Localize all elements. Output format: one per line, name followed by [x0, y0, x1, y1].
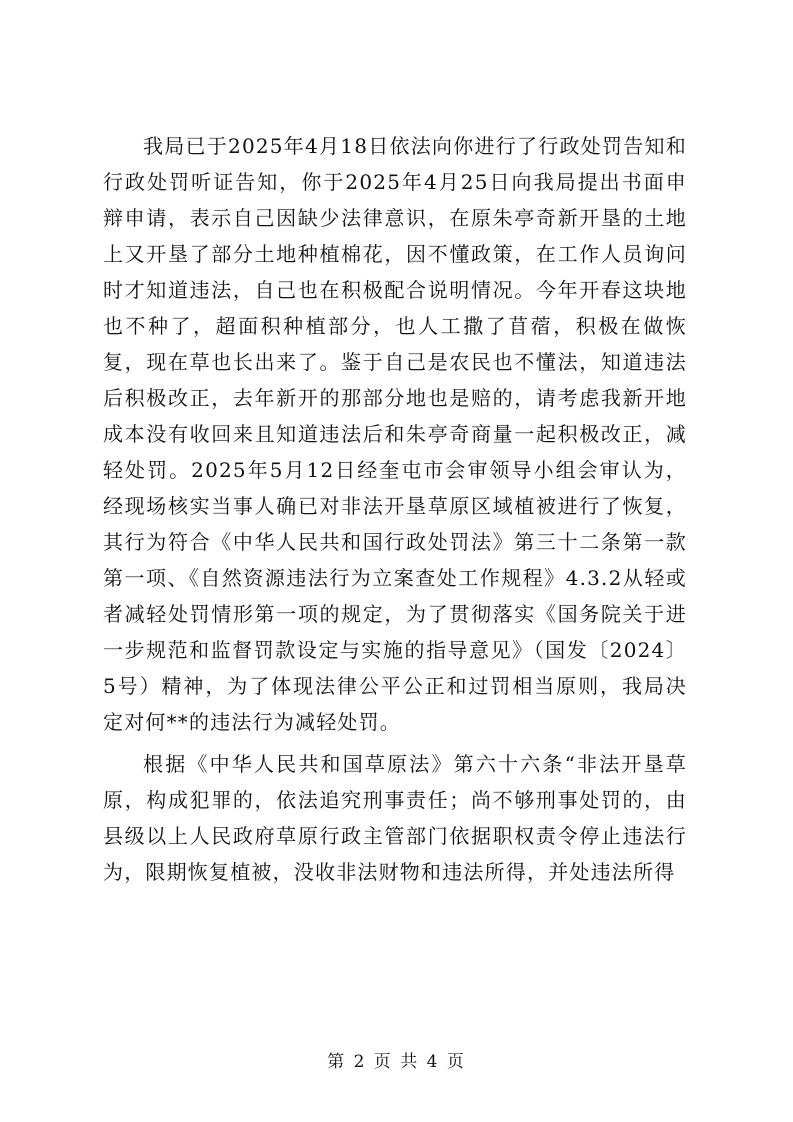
paragraph-legal-basis: 根据《中华人民共和国草原法》第六十六条“非法开垦草原，构成犯罪的，依法追究刑事责任；尚不够刑事处罚的，由县级以上人民政府草原行政主管部门依据职权责令停止违法行为，限期恢复植被，没收非法财物和违法所得，并处违法所得 — [103, 752, 687, 884]
document-body — [103, 128, 687, 890]
paragraph-defense-and-review: 我局已于2025年4月18日依法向你进行了行政处罚告知和行政处罚听证告知，你于2025年4月25日向我局提出书面申辩申请，表示自己因缺少法律意识，在原朱亭奇新开垦的土地上又开垦了部分土地种植棉花，因不懂政策，在工作人员询问时才知道违法，自己也在积极配合说明情况。今年开春这块地也不种了，超面积种植部分，也人工撒了苜蓿，积极在做恢复，现在草也长出来了。鉴于自己是农民也不懂法，知道违法后积极改正，去年新开的那部分地也是赔的，请考虑我新开地成本没有收回来且知道违法后和朱亭奇商量一起积极改正，减轻处罚。2025年5月12日经奎屯市会审领导小组会审认为，经现场核实当事人确已对非法开垦草原区域植被进行了恢复，其行为符合《中华人民共和国行政处罚法》第三十二条第一款第一项、《自然资源违法行为立案查处工作规程》4.3.2从轻或者减轻处罚情形第一项的规定，为了贯彻落实《国务院关于进一步规范和监督罚款设定与实施的指导意见》（国发〔2024〕5号）精神，为了体现法律公平公正和过罚相当原则，我局决定对何**的违法行为减轻处罚。 — [103, 134, 687, 734]
page-number-footer: 第 2 页 共 4 页 — [327, 1052, 466, 1072]
